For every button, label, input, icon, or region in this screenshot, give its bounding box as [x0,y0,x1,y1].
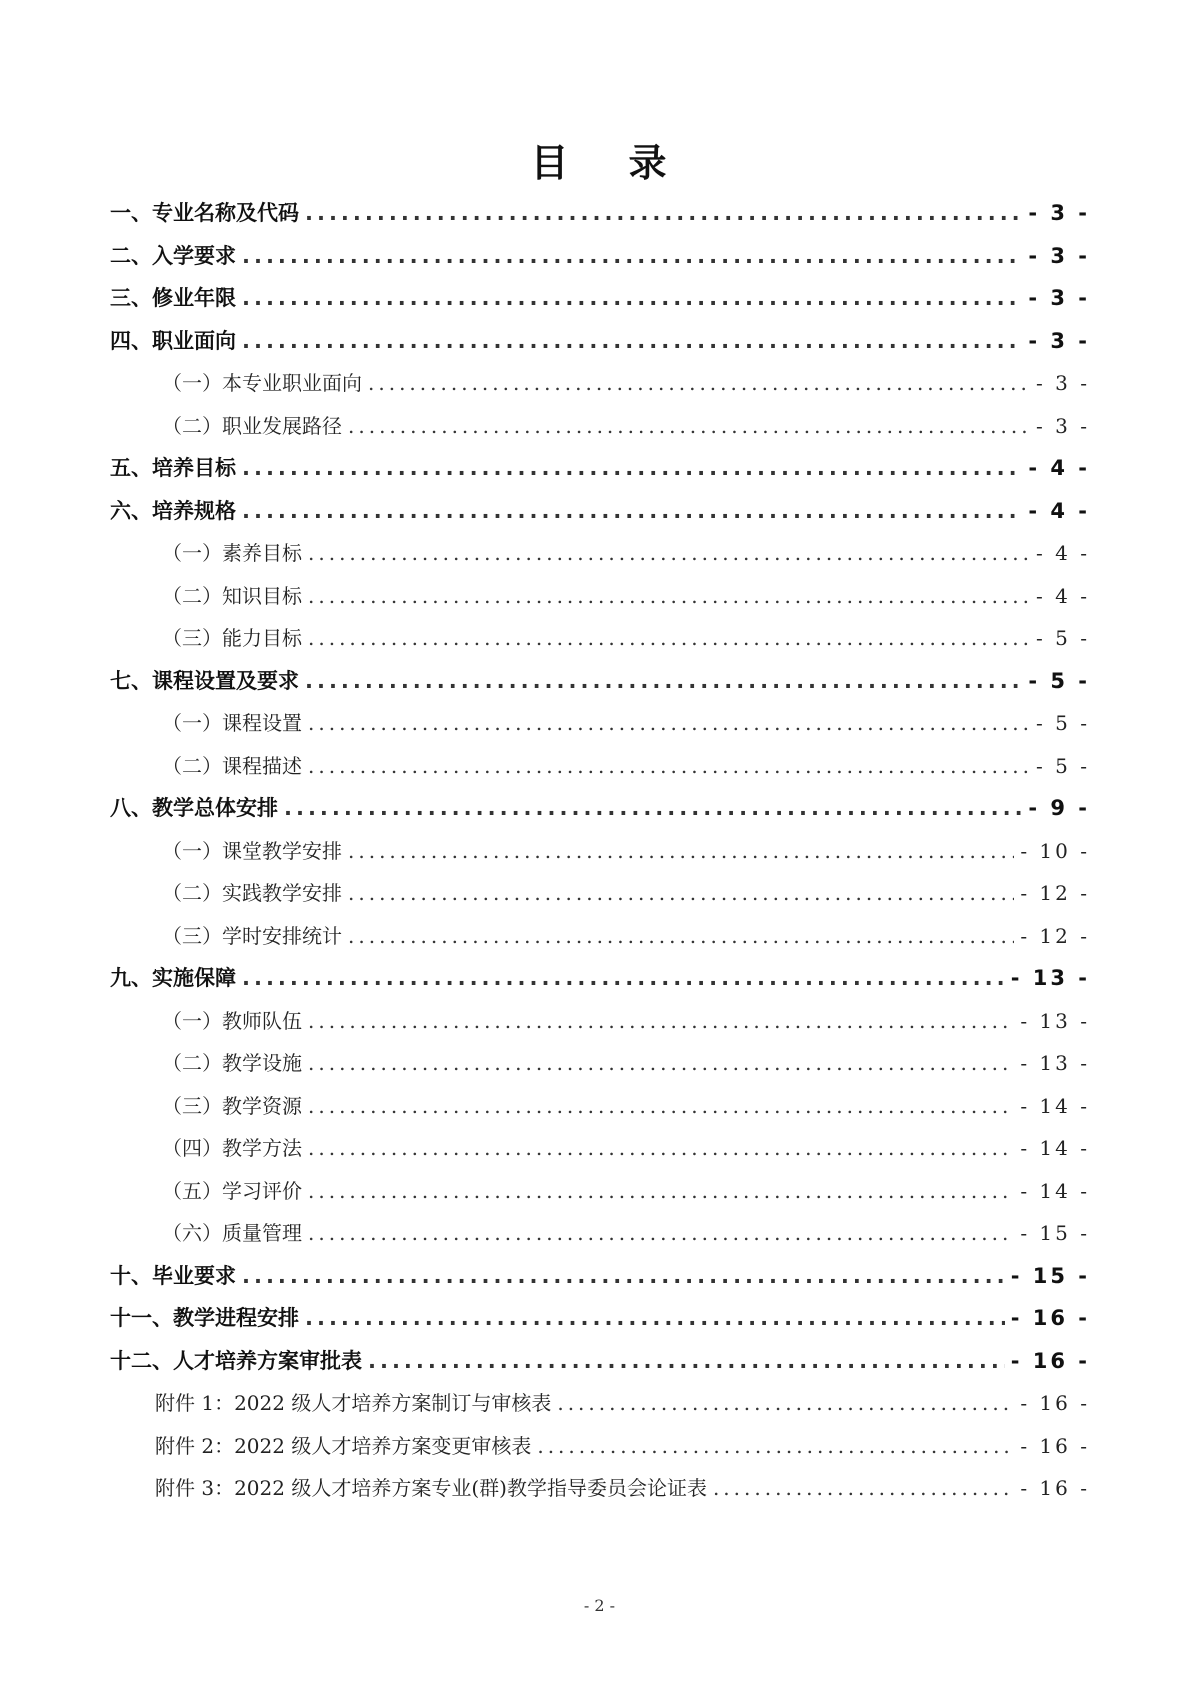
toc-leader-dots [308,575,1030,618]
toc-entry[interactable] [110,235,1090,278]
toc-entry[interactable] [110,277,1090,320]
toc-leader-dots [242,490,1022,533]
toc-leader-dots [348,830,1014,873]
toc-leader-dots [348,405,1030,448]
toc-entry[interactable] [110,362,1090,405]
toc-entry-page: - 3 - [1036,413,1090,438]
toc-leader-dots [305,660,1022,703]
toc-entry[interactable] [110,490,1090,533]
toc-leader-dots [537,1425,1014,1468]
toc-leader-dots [308,1212,1014,1255]
toc-entry-page: - 5 - [1028,668,1090,693]
toc-entry[interactable] [110,1000,1090,1043]
toc-entry[interactable] [110,745,1090,788]
toc-entry-label: （五）学习评价 [162,1178,302,1203]
toc-entry-label: （三）能力目标 [162,626,302,650]
toc-leader-dots [308,1000,1014,1043]
toc-entry-label: 一、专业名称及代码 [110,201,299,225]
toc-leader-dots [308,617,1030,660]
toc-entry[interactable] [110,1255,1090,1298]
toc-entry-label: （二）职业发展路径 [162,413,342,438]
toc-entry-label: （一）课堂教学安排 [162,838,342,863]
toc-entry[interactable] [110,617,1090,660]
toc-entry-page: - 9 - [1028,796,1090,820]
toc-entry-page: - 14 - [1020,1136,1090,1160]
toc-leader-dots [308,702,1030,745]
toc-entry-page: - 3 - [1028,201,1090,225]
toc-leader-dots [305,1297,1005,1340]
toc-entry-label: （一）素养目标 [162,541,302,565]
toc-entry-label: 十二、人才培养方案审批表 [110,1348,362,1373]
toc-leader-dots [308,532,1030,575]
toc-entry-label: （二）教学设施 [162,1051,302,1075]
toc-entry-page: - 15 - [1010,1263,1090,1288]
toc-entry[interactable] [110,1085,1090,1128]
toc-entry-label: （一）教师队伍 [162,1008,302,1033]
toc-entry-page: - 4 - [1028,456,1090,480]
toc-leader-dots [308,1127,1014,1170]
toc-entry[interactable] [110,830,1090,873]
toc-entry[interactable] [110,702,1090,745]
toc-entry-label: （三）学时安排统计 [162,923,342,948]
toc-entry-page: - 13 - [1010,966,1090,990]
toc-entry[interactable] [110,192,1090,235]
toc-entry[interactable] [110,660,1090,703]
toc-entry-page: - 4 - [1028,498,1090,523]
toc-entry-label: 六、培养规格 [110,498,236,523]
toc-leader-dots [368,1340,1005,1383]
toc-entry-page: - 12 - [1020,923,1090,948]
title-char-2: 录 [628,140,669,185]
toc-entry[interactable] [110,1042,1090,1085]
toc-leader-dots [242,957,1005,1000]
toc-entry-label: （三）教学资源 [162,1093,302,1118]
toc-entry-label: 附件 2：2022 级人才培养方案变更审核表 [155,1433,532,1458]
toc-entry-page: - 10 - [1020,838,1090,863]
toc-entry-page: - 16 - [1020,1433,1090,1458]
toc-leader-dots [242,235,1022,278]
toc-entry[interactable] [110,1467,1090,1510]
toc-entry[interactable] [110,1425,1090,1468]
toc-leader-dots [308,1085,1014,1128]
page-title [0,138,1199,188]
toc-entry-label: 十、毕业要求 [110,1263,236,1288]
toc-entry[interactable] [110,872,1090,915]
toc-entry-label: 附件 1：2022 级人才培养方案制订与审核表 [155,1391,552,1415]
toc-entry-label: （一）课程设置 [162,711,302,735]
toc-leader-dots [308,1170,1014,1213]
toc-entry-label: （二）知识目标 [162,583,302,608]
toc-entry-label: 四、职业面向 [110,328,236,353]
toc-entry[interactable] [110,1127,1090,1170]
toc-leader-dots [557,1382,1014,1425]
toc-entry-page: - 16 - [1020,1476,1090,1500]
toc-entry-page: - 4 - [1036,583,1090,608]
toc-entry-label: 八、教学总体安排 [110,796,278,820]
toc-leader-dots [348,915,1014,958]
toc-leader-dots [242,277,1022,320]
toc-entry[interactable] [110,957,1090,1000]
toc-entry-page: - 16 - [1010,1306,1090,1330]
page-number: - 2 - [583,1596,616,1615]
toc-leader-dots [308,745,1030,788]
toc-entry-page: - 3 - [1028,243,1090,268]
toc-entry[interactable] [110,320,1090,363]
toc-entry-label: （四）教学方法 [162,1136,302,1160]
toc-entry-label: （二）课程描述 [162,753,302,778]
toc-entry-page: - 5 - [1036,626,1090,650]
toc-entry[interactable] [110,915,1090,958]
toc-entry-label: 十一、教学进程安排 [110,1306,299,1330]
toc-entry[interactable] [110,447,1090,490]
toc-entry-page: - 14 - [1020,1178,1090,1203]
toc-leader-dots [242,320,1022,363]
toc-entry[interactable] [110,575,1090,618]
toc-leader-dots [713,1467,1014,1510]
toc-entry-page: - 13 - [1020,1051,1090,1075]
toc-entry-page: - 16 - [1010,1348,1090,1373]
toc-entry-page: - 15 - [1020,1221,1090,1245]
toc-entry-label: 附件 3：2022 级人才培养方案专业(群)教学指导委员会论证表 [155,1476,707,1500]
toc-entry[interactable] [110,1382,1090,1425]
toc-leader-dots [242,447,1022,490]
toc-entry-label: 三、修业年限 [110,286,236,310]
toc-entry-label: 七、课程设置及要求 [110,668,299,693]
toc-entry-page: - 13 - [1020,1008,1090,1033]
toc-entry-label: （六）质量管理 [162,1221,302,1245]
toc-entry[interactable] [110,787,1090,830]
toc-entry-page: - 12 - [1020,881,1090,905]
toc-entry-label: （二）实践教学安排 [162,881,342,905]
toc-leader-dots [242,1255,1005,1298]
toc-leader-dots [305,192,1022,235]
toc-entry[interactable] [110,1212,1090,1255]
toc-entry[interactable] [110,1340,1090,1383]
table-of-contents [110,192,1090,1510]
toc-entry-label: 五、培养目标 [110,456,236,480]
toc-entry-page: - 5 - [1036,711,1090,735]
toc-entry[interactable] [110,532,1090,575]
toc-entry-page: - 3 - [1028,286,1090,310]
toc-leader-dots [368,362,1030,405]
toc-entry-page: - 16 - [1020,1391,1090,1415]
toc-leader-dots [348,872,1014,915]
toc-entry[interactable] [110,1170,1090,1213]
toc-entry[interactable] [110,405,1090,448]
toc-entry-page: - 14 - [1020,1093,1090,1118]
toc-entry-page: - 3 - [1028,328,1090,353]
toc-entry-page: - 4 - [1036,541,1090,565]
toc-entry-label: （一）本专业职业面向 [162,371,362,395]
toc-entry[interactable] [110,1297,1090,1340]
toc-leader-dots [284,787,1022,830]
title-char-1: 目 [530,140,571,185]
toc-leader-dots [308,1042,1014,1085]
toc-entry-page: - 3 - [1036,371,1090,395]
toc-entry-page: - 5 - [1036,753,1090,778]
toc-entry-label: 九、实施保障 [110,966,236,990]
toc-entry-label: 二、入学要求 [110,243,236,268]
